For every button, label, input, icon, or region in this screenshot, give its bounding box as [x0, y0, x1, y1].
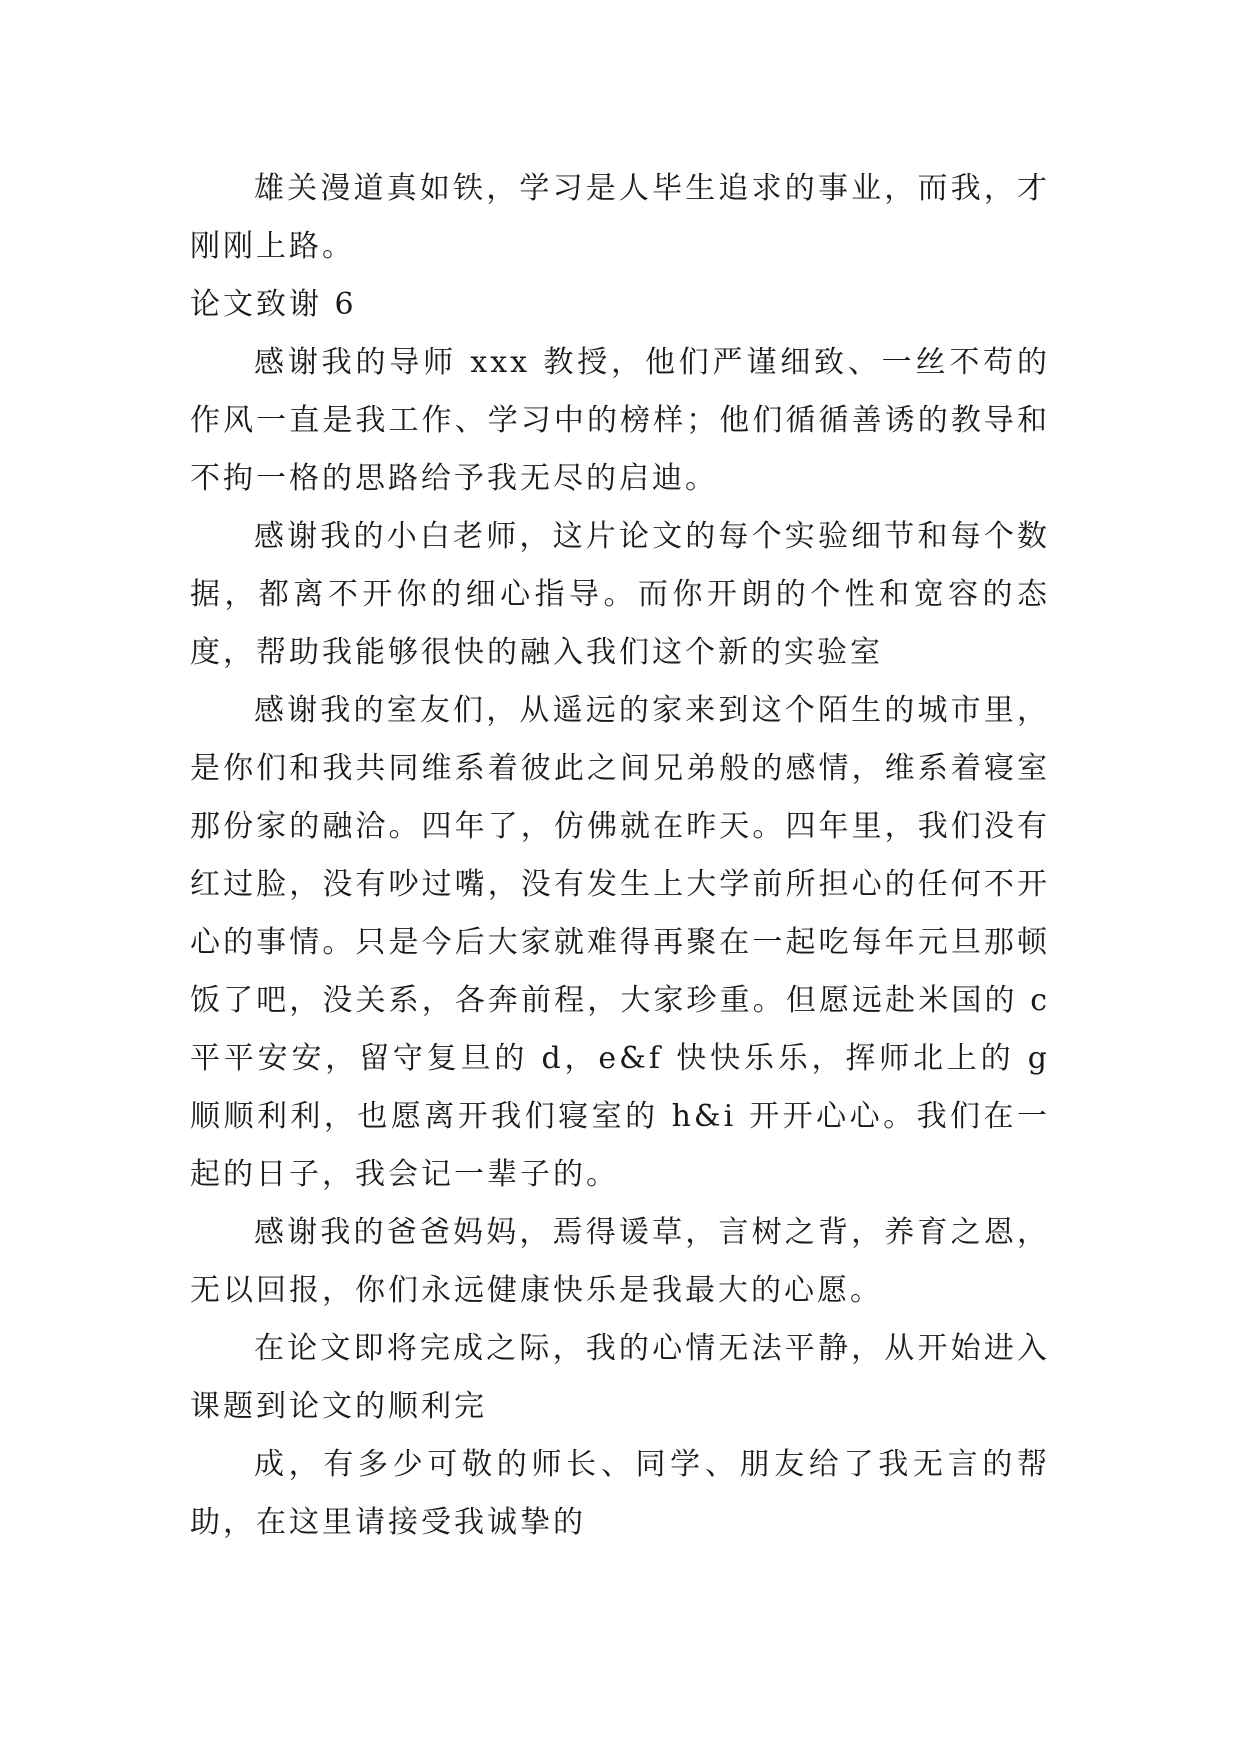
section-heading: 论文致谢 6 — [190, 287, 357, 322]
paragraph-closing-remark: 雄关漫道真如铁，学习是人毕生追求的事业，而我，才刚刚上路。 — [190, 171, 1050, 264]
paragraph-advisor-thanks: 感谢我的导师 xxx 教授，他们严谨细致、一丝不苟的作风一直是我工作、学习中的榜样；他们循循善诱的教导和不拘一格的思路给予我无尽的启迪。 — [190, 345, 1050, 496]
paragraph-completion-2: 成，有多少可敬的师长、同学、朋友给了我无言的帮助，在这里请接受我诚挚的 — [190, 1447, 1050, 1540]
paragraph-completion-1: 在论文即将完成之际，我的心情无法平静，从开始进入课题到论文的顺利完 — [190, 1331, 1050, 1424]
paragraph-teacher-thanks: 感谢我的小白老师，这片论文的每个实验细节和每个数据，都离不开你的细心指导。而你开朗的个性和宽容的态度，帮助我能够很快的融入我们这个新的实验室 — [190, 519, 1050, 670]
document-body — [190, 160, 1050, 1552]
paragraph-parents-thanks: 感谢我的爸爸妈妈，焉得谖草，言树之背，养育之恩，无以回报，你们永远健康快乐是我最大的心愿。 — [190, 1215, 1050, 1308]
paragraph-roommates-thanks: 感谢我的室友们，从遥远的家来到这个陌生的城市里，是你们和我共同维系着彼此之间兄弟般的感情，维系着寝室那份家的融洽。四年了，仿佛就在昨天。四年里，我们没有红过脸，没有吵过嘴，没有发生上大学前所担心的任何不开心的事情。只是今后大家就难得再聚在一起吃每年元旦那顿饭了吧，没关系，各奔前程，大家珍重。但愿远赴米国的 c 平平安安，留守复旦的 d，e&f 快快乐乐，挥师北上的 g 顺顺利利，也愿离开我们寝室的 h&i 开开心心。我们在一起的日子，我会记一辈子的。 — [190, 693, 1050, 1192]
